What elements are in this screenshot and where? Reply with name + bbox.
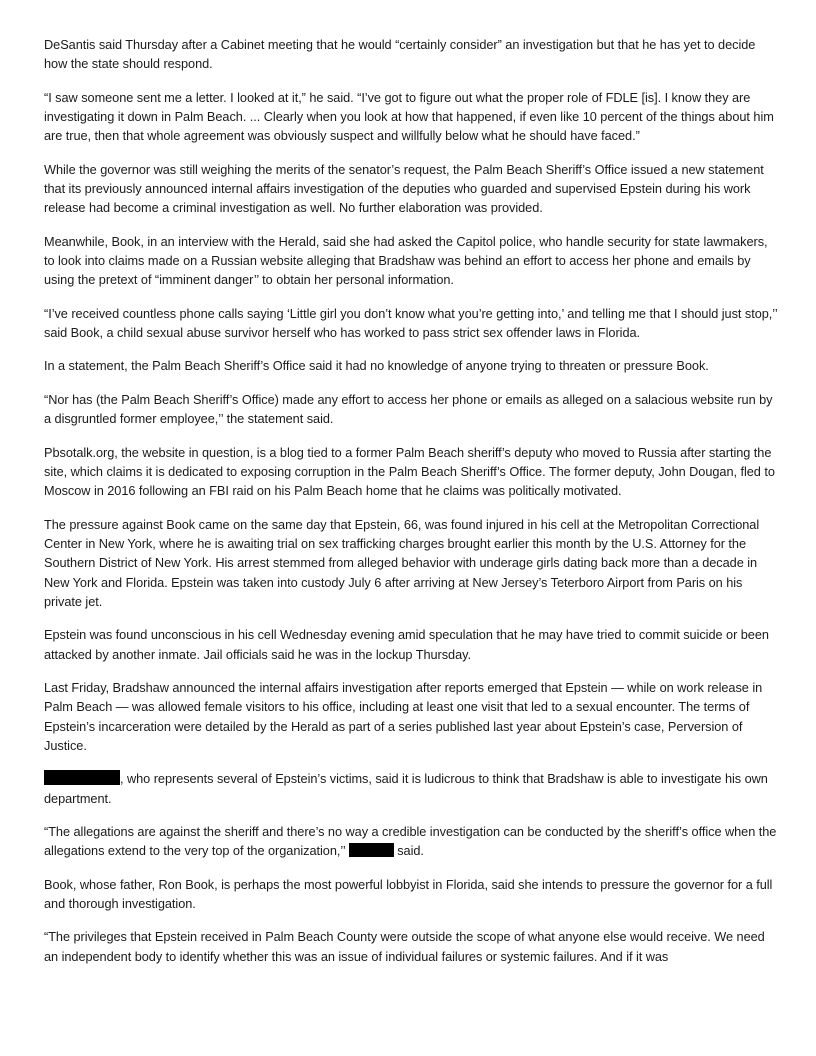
paragraph-text: While the governor was still weighing the merits of the senator’s request, the Palm Beach Sheriff’s Office issued a new statement that its previously announced internal affairs investigation of the deputies who guarded and supervised Epstein during his work release had become a criminal investigation as well. No further elaboration was provided. (44, 161, 764, 216)
paragraph-text: Last Friday, Bradshaw announced the internal affairs investigation after reports emerged that Epstein — while on work release in Palm Beach — was allowed female visitors to his office, including at least one visit that led to a sexual encounter. The terms of Epstein’s incarceration were detailed by the Herald as part of a series published last year about Epstein’s case, Perversion of Justice. (44, 679, 763, 753)
paragraph (44, 356, 780, 375)
paragraph (44, 822, 780, 861)
paragraph-text: , who represents several of Epstein’s victims, said it is ludicrous to think that Bradshaw is able to investigate his own department. (44, 771, 768, 806)
paragraph-text: said. (393, 843, 424, 859)
paragraph-text: The pressure against Book came on the same day that Epstein, 66, was found injured in his cell at the Metropolitan Correctional Center in New York, where he is awaiting trial on sex trafficking charges brought earlier this month by the U.S. Attorney for the Southern District of New York. His arrest stemmed from alleged behavior with underage girls dating back more than a decade in New York and Florida. Epstein was taken into custody July 6 after arriving at New Jersey’s Teterboro Airport from Paris on his private jet. (44, 516, 760, 609)
article-body (44, 35, 780, 980)
paragraph (44, 927, 780, 966)
paragraph (44, 443, 780, 501)
paragraph-text: “The privileges that Epstein received in Palm Beach County were outside the scope of what anyone else would receive. We need an independent body to identify whether this was an issue of individual failures or systemic failures. And if it was (44, 929, 765, 964)
paragraph (44, 875, 780, 914)
paragraph (44, 35, 780, 74)
paragraph (44, 769, 780, 808)
paragraph (44, 232, 780, 290)
paragraph (44, 625, 780, 664)
paragraph-text: DeSantis said Thursday after a Cabinet meeting that he would “certainly consider” an investigation but that he has yet to decide how the state should respond. (44, 37, 756, 72)
paragraph (44, 88, 780, 146)
paragraph-text: “I saw someone sent me a letter. I looked at it,” he said. “I’ve got to figure out what the proper role of FDLE [is]. I know they are investigating it down in Palm Beach. ... Clearly when you look at how that happened, if even like 10 percent of the things about him are true, then that whole agreement was obviously suspect and willfully below what he should have faced.” (44, 89, 774, 144)
paragraph-text: Meanwhile, Book, in an interview with the Herald, said she had asked the Capitol police, who handle security for state lawmakers, to look into claims made on a Russian website alleging that Bradshaw was behind an effort to access her phone and emails by using the pretext of “imminent danger’’ to obtain her personal information. (44, 233, 768, 288)
paragraph (44, 304, 780, 343)
paragraph-text: “Nor has (the Palm Beach Sheriff’s Office) made any effort to access her phone or emails as alleged on a salacious website run by a disgruntled former employee,’’ the statement said. (44, 391, 773, 427)
paragraph-text: In a statement, the Palm Beach Sheriff’s Office said it had no knowledge of anyone trying to threaten or pressure Book. (44, 358, 709, 374)
paragraph-text: Pbsotalk.org, the website in question, is a blog tied to a former Palm Beach sheriff’s deputy who moved to Russia after starting the site, which claims it is dedicated to exposing corruption in the Palm Beach Sheriff’s Office. The former deputy, John Dougan, fled to Moscow in 2016 following an FBI raid on his Palm Beach home that he claims was politically motivated. (44, 444, 775, 499)
paragraph (44, 515, 780, 612)
paragraph (44, 390, 780, 429)
paragraph-text: “I’ve received countless phone calls saying ‘Little girl you don’t know what you’re getting into,’ and telling me that I should just stop,’’ said Book, a child sexual abuse survivor herself who has worked to pass strict sex offender laws in Florida. (44, 305, 778, 341)
paragraph-text: “The allegations are against the sheriff and there’s no way a credible investigation can be conducted by the sheriff’s office when the allegations extend to the very top of the organization,’’ (44, 824, 777, 859)
paragraph-text: Epstein was found unconscious in his cell Wednesday evening amid speculation that he may have tried to commit suicide or been attacked by another inmate. Jail officials said he was in the lockup Thursday. (44, 627, 769, 662)
paragraph-text: Book, whose father, Ron Book, is perhaps the most powerful lobbyist in Florida, said she intends to pressure the governor for a full and thorough investigation. (44, 876, 773, 912)
redaction-box (349, 843, 394, 857)
paragraph (44, 678, 780, 755)
paragraph (44, 160, 780, 218)
redaction-box (44, 770, 120, 785)
